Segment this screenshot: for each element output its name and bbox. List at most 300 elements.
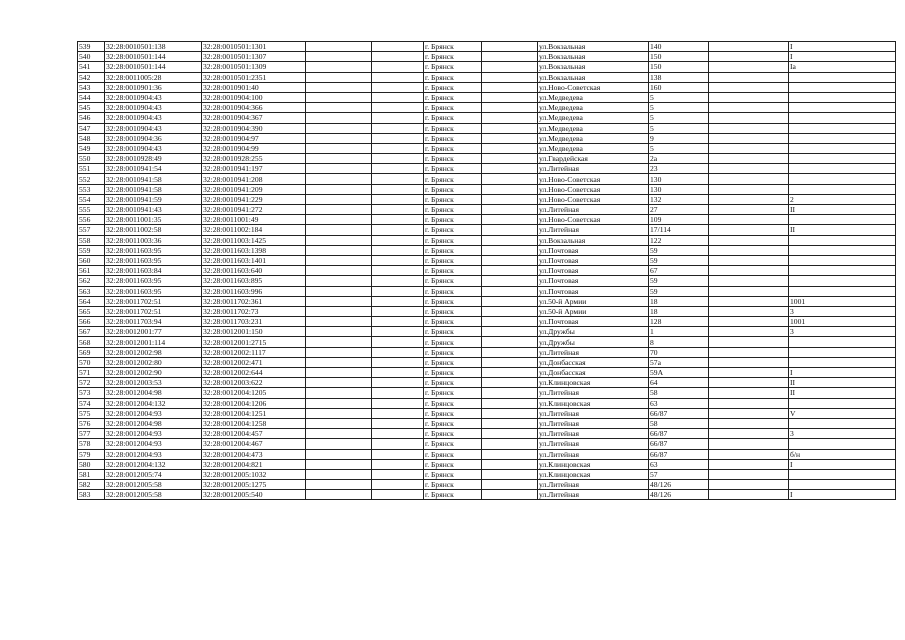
cell-city: г. Брянск	[424, 266, 482, 276]
cell-city: г. Брянск	[424, 123, 482, 133]
cell-street: ул.Ново-Советская	[538, 184, 649, 194]
cell-col-10	[709, 154, 789, 164]
cell-row-number: 569	[78, 347, 105, 357]
cell-col-4	[306, 388, 372, 398]
cell-cadastral-parcel: 32:28:0010904:43	[105, 123, 202, 133]
cell-city: г. Брянск	[424, 296, 482, 306]
cell-col-4	[306, 205, 372, 215]
cell-row-number: 578	[78, 439, 105, 449]
cell-col-7	[482, 296, 538, 306]
cell-street: ул.Медведева	[538, 143, 649, 153]
cell-col-10	[709, 52, 789, 62]
cell-apartment: II	[789, 205, 896, 215]
cell-cadastral-parcel: 32:28:0012002:80	[105, 357, 202, 367]
cell-apartment: 1001	[789, 317, 896, 327]
cell-cadastral-parcel: 32:28:0012003:53	[105, 378, 202, 388]
cell-col-10	[709, 82, 789, 92]
cell-row-number: 580	[78, 459, 105, 469]
cell-cadastral-parcel: 32:28:0010904:43	[105, 92, 202, 102]
cell-house-number: 9	[649, 133, 709, 143]
cell-house-number: 150	[649, 62, 709, 72]
cell-col-10	[709, 103, 789, 113]
cell-col-4	[306, 235, 372, 245]
cell-col-4	[306, 327, 372, 337]
cell-cadastral-parcel: 32:28:0010904:43	[105, 103, 202, 113]
cell-cadastral-object: 32:28:0011603:1398	[202, 245, 306, 255]
cell-apartment	[789, 164, 896, 174]
cell-row-number: 547	[78, 123, 105, 133]
cell-apartment	[789, 357, 896, 367]
cell-street: ул.Гвардейская	[538, 154, 649, 164]
cell-col-5	[372, 327, 424, 337]
cell-col-5	[372, 459, 424, 469]
cell-cadastral-parcel: 32:28:0012005:58	[105, 480, 202, 490]
cell-street: ул.Ново-Советская	[538, 82, 649, 92]
cell-city: г. Брянск	[424, 357, 482, 367]
cell-col-10	[709, 418, 789, 428]
cell-city: г. Брянск	[424, 469, 482, 479]
cell-cadastral-object: 32:28:0012004:457	[202, 429, 306, 439]
cell-street: ул.Литейная	[538, 439, 649, 449]
cell-apartment: I	[789, 459, 896, 469]
cell-city: г. Брянск	[424, 388, 482, 398]
cell-street: ул.Почтовая	[538, 286, 649, 296]
table-row	[78, 255, 896, 265]
cell-col-5	[372, 113, 424, 123]
cell-apartment	[789, 133, 896, 143]
cell-col-4	[306, 184, 372, 194]
cell-street: ул.Почтовая	[538, 276, 649, 286]
cell-row-number: 562	[78, 276, 105, 286]
cell-col-4	[306, 459, 372, 469]
cell-col-7	[482, 347, 538, 357]
cell-cadastral-parcel: 32:28:0012004:98	[105, 418, 202, 428]
cell-cadastral-object: 32:28:0011001:49	[202, 215, 306, 225]
cell-street: ул.Литейная	[538, 225, 649, 235]
cell-house-number: 132	[649, 194, 709, 204]
cell-col-5	[372, 133, 424, 143]
cell-apartment	[789, 154, 896, 164]
cell-col-4	[306, 194, 372, 204]
cell-apartment	[789, 480, 896, 490]
cell-col-7	[482, 164, 538, 174]
cell-apartment: 3	[789, 327, 896, 337]
cell-col-7	[482, 72, 538, 82]
cell-col-7	[482, 245, 538, 255]
cell-cadastral-object: 32:28:0012002:471	[202, 357, 306, 367]
cell-cadastral-object: 32:28:0011702:361	[202, 296, 306, 306]
cell-col-5	[372, 255, 424, 265]
cell-street: ул.Вокзальная	[538, 235, 649, 245]
cell-col-5	[372, 286, 424, 296]
cell-col-7	[482, 408, 538, 418]
cell-house-number: 130	[649, 184, 709, 194]
cell-apartment: 3	[789, 429, 896, 439]
cell-row-number: 559	[78, 245, 105, 255]
cell-col-10	[709, 143, 789, 153]
cell-house-number: 8	[649, 337, 709, 347]
cell-col-10	[709, 245, 789, 255]
cell-row-number: 555	[78, 205, 105, 215]
cell-col-10	[709, 296, 789, 306]
cell-house-number: 5	[649, 103, 709, 113]
cell-cadastral-parcel: 32:28:0010901:36	[105, 82, 202, 92]
cell-house-number: 70	[649, 347, 709, 357]
cell-street: ул.Литейная	[538, 480, 649, 490]
cell-col-7	[482, 174, 538, 184]
table-row	[78, 52, 896, 62]
cell-col-5	[372, 480, 424, 490]
cell-col-4	[306, 255, 372, 265]
cell-city: г. Брянск	[424, 62, 482, 72]
cell-col-10	[709, 205, 789, 215]
cell-cadastral-object: 32:28:0010501:2351	[202, 72, 306, 82]
cell-col-5	[372, 449, 424, 459]
cell-house-number: 27	[649, 205, 709, 215]
cell-col-5	[372, 357, 424, 367]
cell-house-number: 63	[649, 459, 709, 469]
cell-house-number: 63	[649, 398, 709, 408]
cell-col-5	[372, 194, 424, 204]
cell-cadastral-parcel: 32:28:0011702:51	[105, 306, 202, 316]
table-row	[78, 459, 896, 469]
cell-col-5	[372, 347, 424, 357]
cell-col-4	[306, 62, 372, 72]
cell-apartment	[789, 174, 896, 184]
cell-col-4	[306, 103, 372, 113]
table-row	[78, 194, 896, 204]
cell-row-number: 574	[78, 398, 105, 408]
cell-row-number: 564	[78, 296, 105, 306]
cell-col-5	[372, 205, 424, 215]
cell-col-7	[482, 154, 538, 164]
cell-col-5	[372, 235, 424, 245]
cell-cadastral-object: 32:28:0010928:255	[202, 154, 306, 164]
cell-col-10	[709, 480, 789, 490]
cell-city: г. Брянск	[424, 255, 482, 265]
cell-apartment	[789, 92, 896, 102]
cell-street: ул.50-й Армии	[538, 296, 649, 306]
cell-house-number: 66/87	[649, 408, 709, 418]
cell-city: г. Брянск	[424, 164, 482, 174]
cell-cadastral-object: 32:28:0012002:644	[202, 368, 306, 378]
cell-city: г. Брянск	[424, 398, 482, 408]
cell-cadastral-parcel: 32:28:0012004:93	[105, 429, 202, 439]
cell-city: г. Брянск	[424, 368, 482, 378]
cell-street: ул.Клинцовская	[538, 469, 649, 479]
cell-cadastral-parcel: 32:28:0010941:59	[105, 194, 202, 204]
cell-row-number: 566	[78, 317, 105, 327]
cell-street: ул.Клинцовская	[538, 459, 649, 469]
table-row	[78, 429, 896, 439]
cell-street: ул.Литейная	[538, 164, 649, 174]
cell-col-7	[482, 143, 538, 153]
cell-col-4	[306, 266, 372, 276]
cell-cadastral-parcel: 32:28:0012001:114	[105, 337, 202, 347]
cell-row-number: 561	[78, 266, 105, 276]
cell-city: г. Брянск	[424, 317, 482, 327]
cell-col-4	[306, 449, 372, 459]
cell-house-number: 59A	[649, 368, 709, 378]
cell-col-10	[709, 317, 789, 327]
cell-col-4	[306, 52, 372, 62]
cell-street: ул.Клинцовская	[538, 378, 649, 388]
cell-house-number: 59	[649, 286, 709, 296]
table-row	[78, 154, 896, 164]
cell-city: г. Брянск	[424, 286, 482, 296]
cell-col-10	[709, 276, 789, 286]
cell-cadastral-parcel: 32:28:0011001:35	[105, 215, 202, 225]
cell-cadastral-object: 32:28:0011603:640	[202, 266, 306, 276]
cell-col-4	[306, 337, 372, 347]
cell-col-7	[482, 418, 538, 428]
table-row	[78, 164, 896, 174]
cell-house-number: 17/114	[649, 225, 709, 235]
cell-col-5	[372, 439, 424, 449]
cell-row-number: 571	[78, 368, 105, 378]
cell-city: г. Брянск	[424, 42, 482, 52]
cell-street: ул.Почтовая	[538, 255, 649, 265]
cell-cadastral-parcel: 32:28:0011603:84	[105, 266, 202, 276]
table-row	[78, 133, 896, 143]
cell-col-7	[482, 490, 538, 500]
cell-row-number: 550	[78, 154, 105, 164]
cell-col-4	[306, 82, 372, 92]
cell-col-10	[709, 72, 789, 82]
cell-col-5	[372, 103, 424, 113]
cell-col-4	[306, 368, 372, 378]
table-row	[78, 205, 896, 215]
cell-street: ул.Донбасская	[538, 357, 649, 367]
cell-col-5	[372, 225, 424, 235]
cell-col-7	[482, 255, 538, 265]
cell-cadastral-object: 32:28:0010501:1301	[202, 42, 306, 52]
cell-col-10	[709, 469, 789, 479]
cell-col-7	[482, 357, 538, 367]
cell-house-number: 48/126	[649, 480, 709, 490]
cell-row-number: 548	[78, 133, 105, 143]
table-row	[78, 113, 896, 123]
table-row	[78, 469, 896, 479]
cell-street: ул.Ново-Советская	[538, 194, 649, 204]
cell-cadastral-parcel: 32:28:0010501:138	[105, 42, 202, 52]
cell-cadastral-object: 32:28:0012004:1205	[202, 388, 306, 398]
cell-col-10	[709, 337, 789, 347]
cell-apartment	[789, 347, 896, 357]
cell-col-10	[709, 490, 789, 500]
cell-col-7	[482, 317, 538, 327]
cell-cadastral-object: 32:28:0011002:184	[202, 225, 306, 235]
cell-house-number: 122	[649, 235, 709, 245]
table-row	[78, 72, 896, 82]
cell-row-number: 543	[78, 82, 105, 92]
cell-city: г. Брянск	[424, 245, 482, 255]
cell-col-7	[482, 194, 538, 204]
cell-city: г. Брянск	[424, 205, 482, 215]
cell-city: г. Брянск	[424, 184, 482, 194]
cell-col-7	[482, 92, 538, 102]
cell-col-7	[482, 103, 538, 113]
cell-col-4	[306, 398, 372, 408]
cell-col-4	[306, 42, 372, 52]
cell-col-7	[482, 306, 538, 316]
table-row	[78, 337, 896, 347]
cell-row-number: 556	[78, 215, 105, 225]
cell-cadastral-parcel: 32:28:0012004:98	[105, 388, 202, 398]
cell-row-number: 549	[78, 143, 105, 153]
cell-cadastral-parcel: 32:28:0012004:132	[105, 459, 202, 469]
cell-row-number: 568	[78, 337, 105, 347]
cell-house-number: 5	[649, 123, 709, 133]
cell-row-number: 545	[78, 103, 105, 113]
cell-row-number: 579	[78, 449, 105, 459]
cell-col-7	[482, 480, 538, 490]
cell-col-4	[306, 154, 372, 164]
table-row	[78, 266, 896, 276]
cell-apartment	[789, 72, 896, 82]
cell-row-number: 551	[78, 164, 105, 174]
cell-street: ул.Медведева	[538, 113, 649, 123]
cell-cadastral-parcel: 32:28:0012004:132	[105, 398, 202, 408]
cell-house-number: 57	[649, 469, 709, 479]
cell-apartment: I	[789, 490, 896, 500]
cell-col-7	[482, 225, 538, 235]
cell-row-number: 581	[78, 469, 105, 479]
cell-col-5	[372, 123, 424, 133]
cell-city: г. Брянск	[424, 459, 482, 469]
cell-street: ул.Ново-Советская	[538, 174, 649, 184]
cell-col-5	[372, 408, 424, 418]
cell-col-7	[482, 52, 538, 62]
cell-col-5	[372, 337, 424, 347]
cell-col-5	[372, 306, 424, 316]
cell-street: ул.Медведева	[538, 133, 649, 143]
cell-col-10	[709, 164, 789, 174]
cell-city: г. Брянск	[424, 418, 482, 428]
table-row	[78, 378, 896, 388]
table-row	[78, 368, 896, 378]
cell-cadastral-parcel: 32:28:0012005:58	[105, 490, 202, 500]
cell-cadastral-object: 32:28:0012002:1117	[202, 347, 306, 357]
cell-street: ул.Почтовая	[538, 245, 649, 255]
cell-row-number: 572	[78, 378, 105, 388]
cell-cadastral-object: 32:28:0010904:100	[202, 92, 306, 102]
cell-apartment	[789, 113, 896, 123]
cell-col-10	[709, 347, 789, 357]
cell-col-5	[372, 215, 424, 225]
cell-col-7	[482, 368, 538, 378]
cell-col-7	[482, 235, 538, 245]
cell-col-5	[372, 143, 424, 153]
cell-col-5	[372, 42, 424, 52]
table-row	[78, 439, 896, 449]
cell-col-4	[306, 245, 372, 255]
cell-apartment	[789, 82, 896, 92]
table-row	[78, 327, 896, 337]
cell-cadastral-object: 32:28:0010904:367	[202, 113, 306, 123]
cell-cadastral-object: 32:28:0012004:467	[202, 439, 306, 449]
cell-col-4	[306, 357, 372, 367]
cell-col-5	[372, 276, 424, 286]
cell-apartment	[789, 245, 896, 255]
cell-city: г. Брянск	[424, 225, 482, 235]
cell-col-10	[709, 398, 789, 408]
cell-city: г. Брянск	[424, 133, 482, 143]
cell-col-10	[709, 255, 789, 265]
table-row	[78, 490, 896, 500]
cell-city: г. Брянск	[424, 327, 482, 337]
cell-cadastral-parcel: 32:28:0012004:93	[105, 408, 202, 418]
cell-col-4	[306, 418, 372, 428]
cell-cadastral-object: 32:28:0011003:1425	[202, 235, 306, 245]
cell-street: ул.Литейная	[538, 388, 649, 398]
cell-cadastral-parcel: 32:28:0010904:43	[105, 113, 202, 123]
cell-col-4	[306, 408, 372, 418]
cell-cadastral-parcel: 32:28:0012002:98	[105, 347, 202, 357]
cell-house-number: 150	[649, 52, 709, 62]
cell-col-7	[482, 398, 538, 408]
cell-row-number: 570	[78, 357, 105, 367]
cell-col-10	[709, 408, 789, 418]
cell-city: г. Брянск	[424, 72, 482, 82]
cell-col-10	[709, 184, 789, 194]
cell-cadastral-parcel: 32:28:0010941:54	[105, 164, 202, 174]
cell-col-4	[306, 480, 372, 490]
cell-cadastral-object: 32:28:0012005:1032	[202, 469, 306, 479]
cell-house-number: 23	[649, 164, 709, 174]
cell-col-4	[306, 92, 372, 102]
table-row	[78, 398, 896, 408]
cell-cadastral-parcel: 32:28:0011702:51	[105, 296, 202, 306]
cell-house-number: 59	[649, 255, 709, 265]
cell-col-7	[482, 133, 538, 143]
cell-cadastral-object: 32:28:0010941:197	[202, 164, 306, 174]
cell-cadastral-parcel: 32:28:0011002:58	[105, 225, 202, 235]
cell-col-10	[709, 306, 789, 316]
cell-cadastral-object: 32:28:0012001:2715	[202, 337, 306, 347]
cell-city: г. Брянск	[424, 276, 482, 286]
table-row	[78, 276, 896, 286]
cell-col-4	[306, 133, 372, 143]
cell-apartment: 3	[789, 306, 896, 316]
table-row	[78, 103, 896, 113]
cell-col-7	[482, 449, 538, 459]
cell-apartment	[789, 143, 896, 153]
cell-col-10	[709, 42, 789, 52]
cell-col-7	[482, 388, 538, 398]
cell-cadastral-object: 32:28:0011703:231	[202, 317, 306, 327]
cell-street: ул.Вокзальная	[538, 62, 649, 72]
cell-col-10	[709, 378, 789, 388]
table-row	[78, 480, 896, 490]
cell-col-5	[372, 174, 424, 184]
cell-street: ул.Медведева	[538, 103, 649, 113]
cell-house-number: 66/87	[649, 449, 709, 459]
cell-city: г. Брянск	[424, 92, 482, 102]
cell-apartment: I	[789, 52, 896, 62]
cell-apartment	[789, 235, 896, 245]
table-row	[78, 225, 896, 235]
cell-cadastral-object: 32:28:0011603:996	[202, 286, 306, 296]
cell-cadastral-object: 32:28:0012003:622	[202, 378, 306, 388]
cell-house-number: 58	[649, 418, 709, 428]
cell-city: г. Брянск	[424, 378, 482, 388]
cell-city: г. Брянск	[424, 52, 482, 62]
cell-cadastral-parcel: 32:28:0010941:58	[105, 184, 202, 194]
cell-apartment	[789, 184, 896, 194]
cell-cadastral-parcel: 32:28:0010904:43	[105, 143, 202, 153]
cell-col-7	[482, 123, 538, 133]
